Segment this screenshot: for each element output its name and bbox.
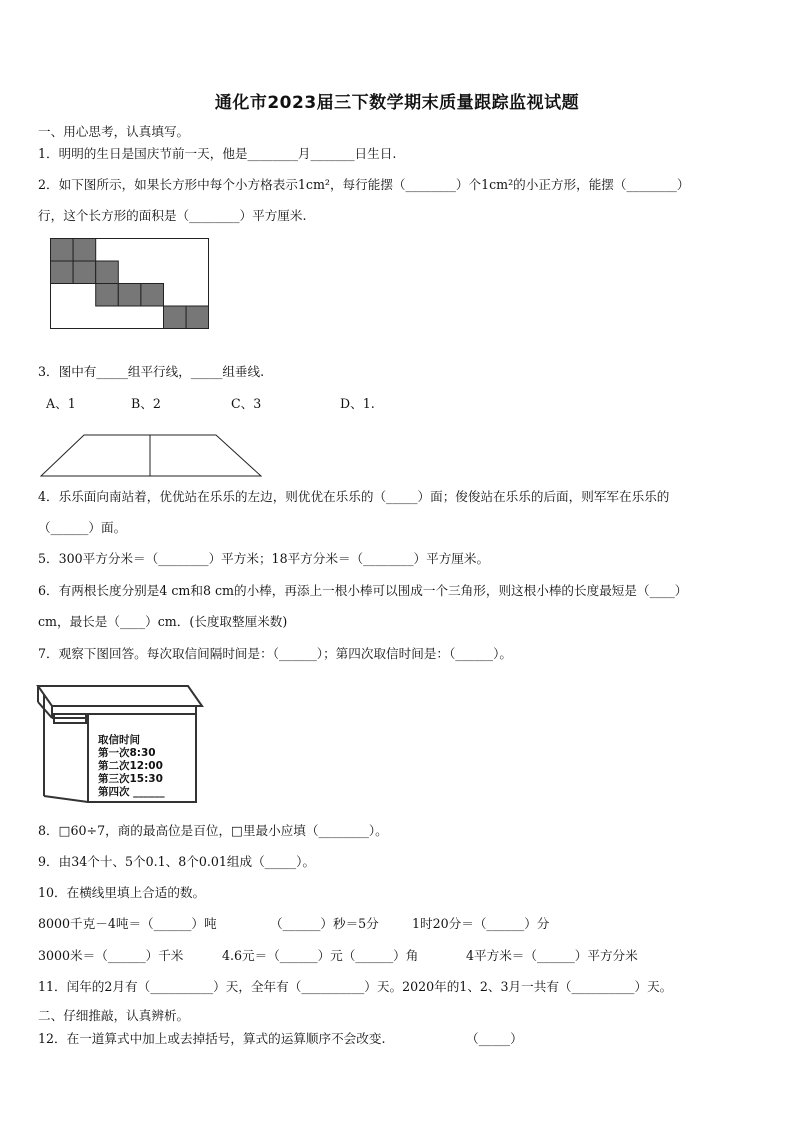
q10-row1-item-2: （______）秒＝5分 bbox=[270, 916, 379, 931]
q12-answer-blank: （_____） bbox=[466, 1031, 523, 1046]
shaded-square bbox=[51, 261, 74, 284]
question-6-line-1: 6．有两根长度分别是4 cm和8 cm的小棒，再添上一根小棒可以围成一个三角形，则这根小棒的长度最短是（____） bbox=[38, 583, 688, 598]
question-6-line-2: cm，最长是（____）cm．(长度取整厘米数) bbox=[38, 614, 288, 629]
q10-row2-item-2: 4.6元＝（______）元（______）角 bbox=[222, 948, 419, 963]
question-4-line-2: （______）面。 bbox=[38, 520, 127, 535]
shaded-square bbox=[96, 261, 119, 284]
shaded-square bbox=[73, 261, 96, 284]
question-12: 12．在一道算式中加上或去掉括号，算式的运算顺序不会改变. bbox=[38, 1031, 386, 1046]
q3-option-c: C、3 bbox=[231, 396, 262, 411]
q10-row1-item-1: 8000千克－4吨＝（______）吨 bbox=[38, 916, 217, 931]
shaded-square bbox=[73, 239, 96, 262]
question-2-line-1: 2．如下图所示，如果长方形中每个小方格表示1cm²，每行能摆（________）个1cm²的小正方形，能摆（________） bbox=[38, 177, 690, 192]
question-2-line-2: 行，这个长方形的面积是（________）平方厘米. bbox=[38, 208, 307, 223]
shaded-square bbox=[51, 239, 74, 262]
question-9: 9．由34个十、5个0.1、8个0.01组成（_____）。 bbox=[38, 854, 316, 869]
section-2-heading: 二、仔细推敲，认真辨析。 bbox=[38, 1008, 190, 1023]
question-11: 11．闰年的2月有（__________）天，全年有（__________）天。2020年的1、2、3月一共有（__________）天。 bbox=[38, 979, 673, 994]
trapezoid-figure bbox=[40, 434, 262, 478]
mailbox-row-4: 第四次 ______ bbox=[98, 786, 165, 798]
shaded-square bbox=[118, 284, 141, 307]
mailbox-heading: 取信时间 bbox=[98, 734, 140, 746]
q10-row1-item-3: 1时20分＝（______）分 bbox=[412, 916, 550, 931]
question-5: 5．300平方分米＝（________）平方米；18平方分米＝（________）平方厘米。 bbox=[38, 551, 490, 566]
shaded-square bbox=[141, 284, 164, 307]
mailbox-row-2: 第二次12:00 bbox=[98, 760, 163, 772]
rectangle-grid-figure bbox=[50, 238, 210, 330]
question-10: 10．在横线里填上合适的数。 bbox=[38, 885, 206, 900]
question-1: 1．明明的生日是国庆节前一天，他是________月_______日生日. bbox=[38, 146, 397, 161]
q10-row2-item-3: 4平方米＝（______）平方分米 bbox=[466, 948, 638, 963]
q3-option-a: A、1 bbox=[46, 396, 76, 411]
question-3: 3．图中有_____组平行线，_____组垂线. bbox=[38, 364, 265, 379]
shaded-square bbox=[186, 306, 208, 329]
q3-option-d: D、1. bbox=[340, 396, 375, 411]
shaded-square bbox=[96, 284, 119, 307]
q10-row2-item-1: 3000米＝（______）千米 bbox=[38, 948, 184, 963]
section-1-heading: 一、用心思考，认真填写。 bbox=[38, 124, 190, 139]
question-4-line-1: 4．乐乐面向南站着，优优站在乐乐的左边，则优优在乐乐的（_____）面；俊俊站在乐乐的后面，则军军在乐乐的 bbox=[38, 489, 670, 504]
question-7: 7．观察下图回答。每次取信间隔时间是：（______）；第四次取信时间是：（______）。 bbox=[38, 646, 512, 661]
mailbox-row-3: 第三次15:30 bbox=[98, 773, 163, 785]
q3-option-b: B、2 bbox=[131, 396, 161, 411]
page-title: 通化市2023届三下数学期末质量跟踪监视试题 bbox=[214, 93, 580, 113]
mailbox-row-1: 第一次8:30 bbox=[98, 747, 156, 759]
shaded-square bbox=[164, 306, 187, 329]
question-8: 8．□60÷7，商的最高位是百位，□里最小应填（________）。 bbox=[38, 823, 388, 838]
